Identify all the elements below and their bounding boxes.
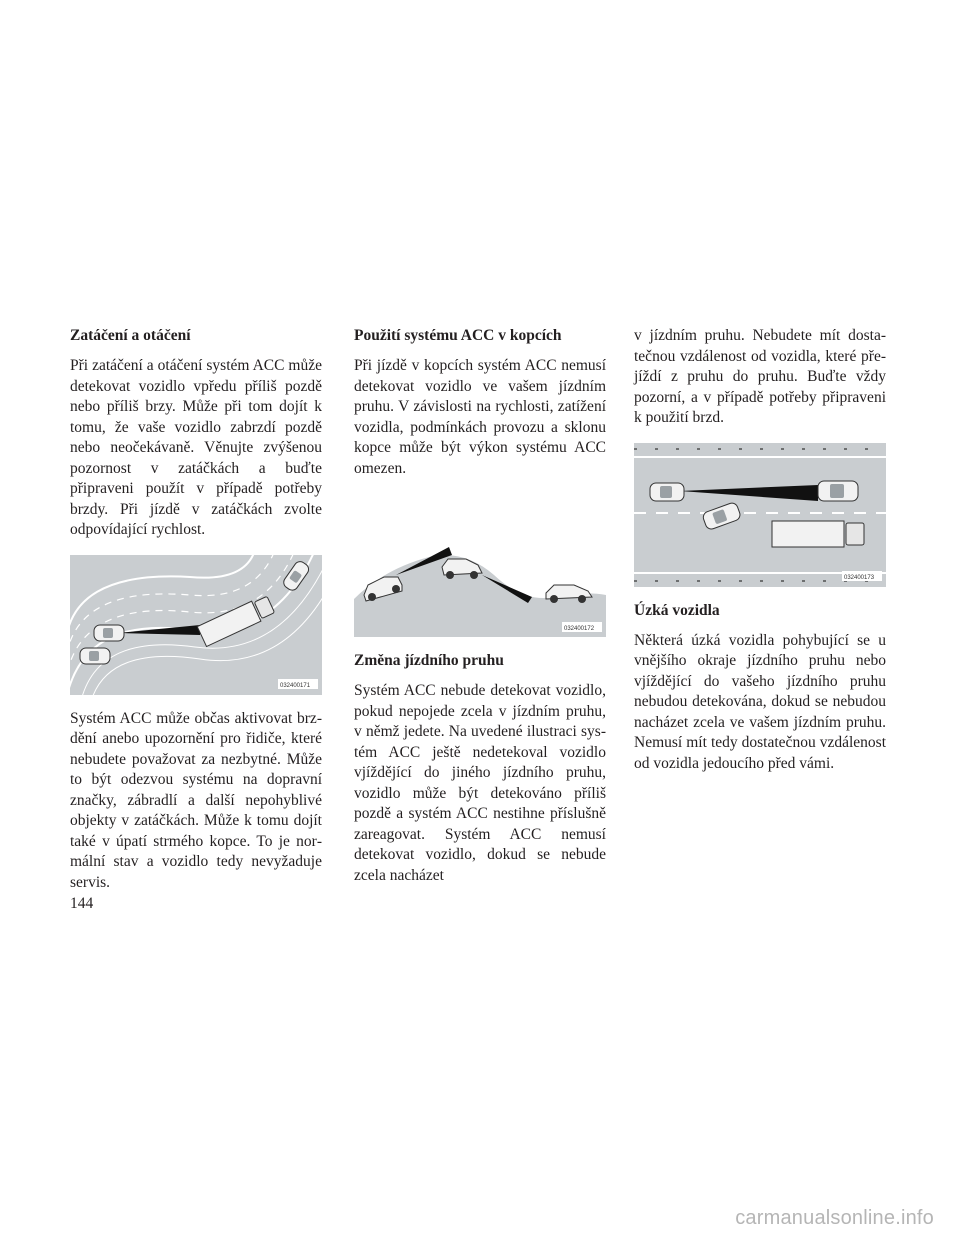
paragraph-lane-change: Systém ACC nebude detekovat vozidlo, pokud nepojede zcela v jízdním pruhu, v němž jedete. Na uvedené ilustraci systém ACC ještě nedetekoval vozidlo vjíždějící do jiného jízdního pruhu, vozidlo může být detekováno příliš pozdě a systém ACC nestihne příslušně zareagovat. Systém ACC nemusí detekovat vozidlo, dokud se nebude zcela nacházet <box>354 682 606 884</box>
page-number: 144 <box>70 895 94 912</box>
paragraph-curves-1: Při zatáčení a otáčení systém ACC může detekovat vozidlo vpředu příliš pozdě nebo příliš brzy. Může při tom dojít k tomu, že vaše vozidlo zabrzdí pozdě nebo neočekávaně. Věnujte zvýšenou pozornost v zatáčkách a buďte připraveni použít v případě potřeby brzdy. Při jízdě v zatáčkách zvolte odpovídající rychlost. <box>70 357 322 538</box>
paragraph-lane-change-cont: v jízdním pruhu. Nebudete mít dostatečnou vzdálenost od vozidla, které přejíždí z pruhu do pruhu. Buďte vždy pozorní, a v případě potřeby připraveni k použití brzd. <box>634 327 886 426</box>
figure-hill-illustration <box>354 547 606 637</box>
figure-code: 032400173 <box>844 574 875 581</box>
vehicle-own <box>94 625 124 641</box>
figure-curve-illustration <box>70 555 322 695</box>
figure-background <box>634 443 886 587</box>
heading-narrow-vehicles: Úzká vozidla <box>634 601 720 619</box>
paragraph-narrow-vehicles: Některá úzká vozidla pohybující se u vnějšího okraje jízdního pruhu nebo vjíždějící do vašeho jízdního pruhu nebudou detekována, dokud se nebudou nacházet zcela ve vašem jízdním pruhu. Nemusí mít tedy dostatečnou vzdálenost od vozidla jedoucího před vámi. <box>634 631 886 772</box>
watermark-text: carmanualsonline.info <box>735 1207 934 1229</box>
figure-code: 032400171 <box>280 682 311 689</box>
heading-hills: Použití systému ACC v kopcích <box>354 327 562 344</box>
heading-lane-change: Změna jízdního pruhu <box>354 652 504 669</box>
truck <box>772 521 864 547</box>
heading-curves: Zatáčení a otáčení <box>70 327 191 344</box>
vehicle-ahead <box>818 481 858 501</box>
paragraph-curves-2: Systém ACC může občas aktivovat brzdění anebo upozornění pro řidiče, které nebudete považovat za nezbytné. Může to být odezvou systému na dopravní značky, zábradlí a další nepohyblivé objekty v zatáčkách. Může k tomu dojít také v úpatí strmého kopce. To je normální stav a vozidlo tedy nevyžaduje servis. <box>70 709 322 891</box>
vehicle-own <box>650 483 684 501</box>
figure-lane-change-illustration <box>634 443 886 587</box>
column-3 <box>634 326 886 788</box>
paragraph-hills: Při jízdě v kopcích systém ACC nemusí detekovat vozidlo ve vašem jízdním pruhu. V závislosti na rychlosti, zatížení vozidla, podmínkách provozu a sklonu kopce může být výkon systému ACC omezen. <box>354 357 606 477</box>
column-2 <box>354 326 606 900</box>
figure-code: 032400172 <box>564 626 595 632</box>
vehicle-other-lane <box>80 648 110 664</box>
column-1 <box>70 326 322 907</box>
